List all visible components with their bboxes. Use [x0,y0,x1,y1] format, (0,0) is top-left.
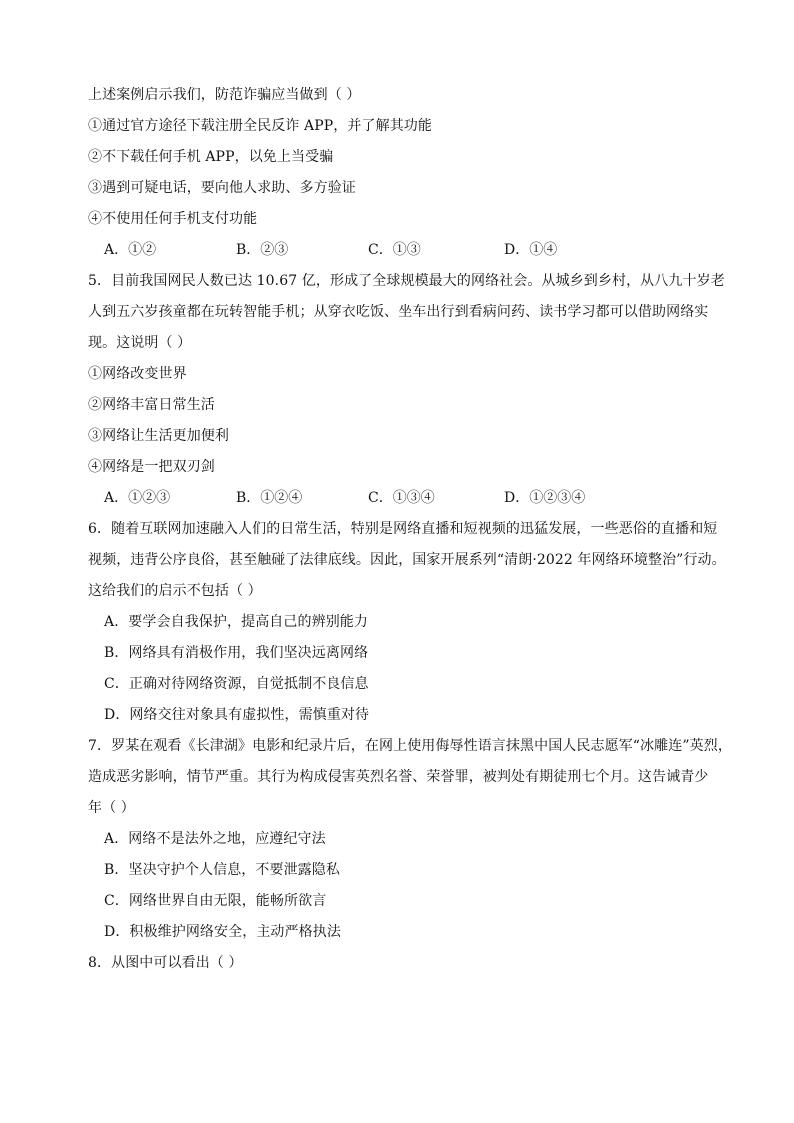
q6-stem-line-1: 6．随着互联网加速融入人们的日常生活，特别是网络直播和短视频的迅猛发展，一些恶俗的直播和短 [88,521,718,537]
q7-option-c[interactable]: C．网络世界自由无限，能畅所欲言 [104,893,327,909]
q4-option-c[interactable]: C．①③ [368,242,421,258]
q5-option-c[interactable]: C．①③④ [368,490,435,506]
q4-item-1: ①通过官方途径下载注册全民反诈 APP，并了解其功能 [88,118,432,134]
q5-option-a[interactable]: A．①②③ [104,490,171,506]
q6-option-d[interactable]: D．网络交往对象具有虚拟性，需慎重对待 [104,707,370,723]
q5-stem-line-2: 人到五六岁孩童都在玩转智能手机；从穿衣吃饭、坐车出行到看病问药、读书学习都可以借助网络实 [88,304,709,320]
q4-option-a[interactable]: A．①② [104,242,157,258]
document-page [88,80,732,979]
q7-option-d[interactable]: D．积极维护网络安全，主动严格执法 [104,924,341,940]
q6-option-a[interactable]: A．要学会自我保护，提高自己的辨别能力 [104,614,369,630]
q7-option-b[interactable]: B．坚决守护个人信息，不要泄露隐私 [104,862,340,878]
q4-item-2: ②不下载任何手机 APP，以免上当受骗 [88,149,334,165]
q5-options [88,483,728,514]
q7-option-a[interactable]: A．网络不是法外之地，应遵纪守法 [104,831,326,847]
q8-stem: 8．从图中可以看出（ ） [88,955,243,971]
q5-item-1: ①网络改变世界 [88,366,187,382]
q7-stem-line-1: 7．罗某在观看《长津湖》电影和纪录片后，在网上使用侮辱性语言抹黑中国人民志愿军“冰雕连”英烈， [88,738,732,754]
q5-option-d[interactable]: D．①②③④ [504,490,586,506]
q5-item-3: ③网络让生活更加便利 [88,428,229,444]
q4-item-4: ④不使用任何手机支付功能 [88,211,258,227]
q4-item-3: ③遇到可疑电话，要向他人求助、多方验证 [88,180,356,196]
q5-stem-line-1: 5．目前我国网民人数已达 10.67 亿，形成了全球规模最大的网络社会。从城乡到乡村，从八九十岁老 [88,273,725,289]
q4-stem: 上述案例启示我们，防范诈骗应当做到（ ） [88,87,361,103]
q4-option-d[interactable]: D．①④ [504,242,558,258]
q6-stem-line-3: 这给我们的启示不包括（ ） [88,583,262,599]
q5-stem-line-3: 现。这说明（ ） [88,335,192,351]
q6-option-c[interactable]: C．正确对待网络资源，自觉抵制不良信息 [104,676,369,692]
q4-options [88,235,728,266]
q6-option-b[interactable]: B．网络具有消极作用，我们坚决远离网络 [104,645,369,661]
q5-option-b[interactable]: B．①②④ [236,490,303,506]
q7-stem-line-3: 年（ ） [88,800,135,816]
q5-item-4: ④网络是一把双刃剑 [88,459,215,475]
q5-item-2: ②网络丰富日常生活 [88,397,215,413]
q6-stem-line-2: 视频，违背公序良俗，甚至触碰了法律底线。因此，国家开展系列“清朗·2022 年网络环境整治”行动。 [88,552,726,568]
q7-stem-line-2: 造成恶劣影响，情节严重。其行为构成侵害英烈名誉、荣誉罪，被判处有期徒刑七个月。这告诫青少 [88,769,709,785]
q4-option-b[interactable]: B．②③ [236,242,289,258]
